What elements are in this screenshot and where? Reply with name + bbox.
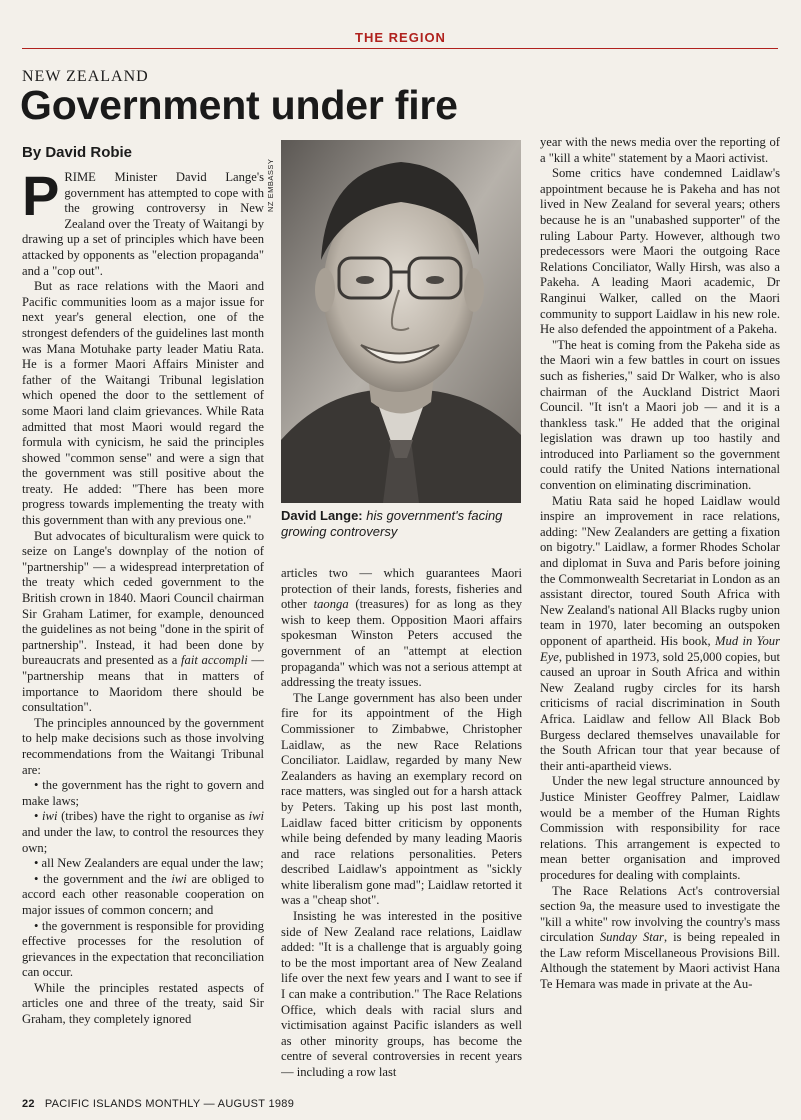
bullet-item: • all New Zealanders are equal under the law; [34, 856, 264, 871]
paragraph: year with the news media over the reporting of a "kill a white" statement by a Maori activist. [540, 135, 780, 165]
caption-name: David Lange: [281, 508, 363, 523]
byline: By David Robie [22, 144, 133, 161]
paragraph: The principles announced by the government to help make decisions such as those involving recommendations from the Waitangi Tribunal are: [22, 715, 264, 777]
section-label: THE REGION [355, 30, 446, 45]
drop-cap: P [22, 170, 60, 227]
paragraph: Some critics have condemned Laidlaw's appointment because he is Pakeha and has not lived in New Zealand for several years; others because he is an "unabashed supporter" of the ruling Labour Party. However, although two predecessors were Maori the outgoing Race Relations Conciliator, Wally Hirsh, was also a Pakeha. A leading Maori academic, Dr Ranginui Walker, called on the Maori community to support Laidlaw in his new role. He also defended the appointment of a Pakeha. [540, 166, 780, 337]
paragraph: The Race Relations Act's controversial section 9a, the measure used to investigate the "kill a white" row involving the country's mass circulation Sunday Star, is being repealed in the Law reform Miscellaneous Provisions Bill. Although the statement by Maori activist Hana Te Hemara was made in private at the Au- [540, 883, 780, 992]
paragraph: Matiu Rata said he hoped Laidlaw would inspire an improvement in race relations, adding: "New Zealanders are getting a fixation on bigotry." Laidlaw, a former Rhodes Scholar and diplomat in Suva and Paris before joining the Commonwealth Secretariat in London as an assistant director, toured South Africa with New Zealand's national All Blacks rugby union team in 1970, later becoming an outspoken opponent of apartheid. His book, Mud in Your Eye, published in 1973, sold 25,000 copies, but caused an uproar in South Africa and within New Zealand rugby circles for its harsh criticisms of racial discrimination in South Africa. Laidlaw and fellow All Black Bob Burgess declared themselves unavailable for the South African tour that year because of their anti-apartheid views. [540, 493, 780, 773]
portrait-photo [281, 140, 521, 503]
bullet-item: • the government has the right to govern and make laws; [22, 778, 264, 808]
article-column-2 [281, 566, 522, 1092]
article-column-3 [540, 135, 780, 1092]
paragraph: "The heat is coming from the Pakeha side as the Maori win a few battles in court on issues such as fisheries," said Dr Walker, who is also chairman of the Auckland District Maori Council. "It isn't a Maori job — and it is a thankless task." He added that the original legislation was drawn up too hastily and introduced into Parliament so the government could ratify the United Nations international convention on eliminating discrimination. [540, 337, 780, 493]
paragraph: Under the new legal structure announced by Justice Minister Geoffrey Palmer, Laidlaw would be a member of the Human Rights Commission with responsibility for race relations. This arrangement is expected to mean better organisation and improved procedures for dealing with complaints. [540, 774, 780, 882]
page-footer [22, 1098, 294, 1110]
photo-caption [281, 508, 523, 540]
paragraph: The Lange government has also been under fire for its appointment of the High Commissioner to Zimbabwe, Christopher Laidlaw, as the new Race Relations Conciliator. Laidlaw, regarded by many New Zealanders as having an exemplary record on race matters, was singled out for a harsh attack by Peters. Taking up his post last month, Laidlaw faced bitter criticism by opponents while being defended by many leading Maoris and race relations personalities. Peters described Laidlaw's appointment as "sickly white liberalism gone mad"; Laidlaw retorted it was a "cheap shot". [281, 690, 522, 908]
bullet-item: • iwi (tribes) have the right to organise as iwi and under the law, to control the resources they own; [22, 809, 264, 855]
lead-paragraph [22, 170, 264, 279]
lead-text: RIME Minister David Lange's government has attempted to cope with the growing controversy in New Zealand over the Treaty of Waitangi by drawing up a set of principles which have been attacked by opponents as "election propaganda" and a "cop out". [22, 170, 264, 278]
top-rule [22, 48, 778, 49]
bullet-item: • the government and the iwi are obliged to accord each other reasonable cooperation on major issues of common concern; and [22, 871, 264, 917]
paragraph: While the principles restated aspects of articles one and three of the treaty, said Sir Graham, they completely ignored [22, 980, 264, 1027]
photo-credit: NZ EMBASSY [266, 158, 275, 212]
article-column-1 [22, 170, 264, 1092]
page-number: 22 [22, 1098, 35, 1110]
bullet-item: • the government is responsible for providing effective processes for the resolution of grievances in the expectation that reconciliation can occur. [22, 918, 264, 980]
caption-text: his government's facing growing controversy [281, 508, 503, 539]
country-kicker: NEW ZEALAND [22, 68, 149, 85]
paragraph: Insisting he was interested in the positive side of New Zealand race relations, Laidlaw added: "It is a challenge that is arguably going to be the most important area of New Zealand life over the next few years and I want to see if I can make a contribution." The Race Relations Office, which deals with racial slurs and victimisation against Pacific islanders as well as other minority groups, has become the centre of several controversies in recent years — including a row last [281, 909, 522, 1079]
paragraph: articles two — which guarantees Maori protection of their lands, forests, fisheries and other taonga (treasures) for as long as they wish to keep them. Opposition Maori affairs spokesman Winston Peters accused the government of an "attempt at election propaganda" which was not a serious attempt at addressing the treaty issues. [281, 566, 522, 690]
paragraph: But advocates of biculturalism were quick to seize on Lange's downplay of the notion of "partnership" — a widespread interpretation of the treaty which ceded government to the British crown in 1840. Maori Council chairman Sir Graham Latimer, for example, denounced the guidelines as not being "done in the spirit of partnership". Instead, it had been done by bureaucrats and presented as a fait accompli — "partnership means that in matters of importance to Maoridom there should be consultation". [22, 528, 264, 715]
publication-line: PACIFIC ISLANDS MONTHLY — AUGUST 1989 [44, 1098, 295, 1110]
paragraph: But as race relations with the Maori and Pacific communities loom as a major issue for next year's general election, one of the strongest defenders of the guidelines last month was Mana Motuhake party leader Matiu Rata. He is a former Maori Affairs Minister and father of the Waitangi Tribunal legislation which opened the door to the settlement of some Maori land claim grievances. While Rata admitted that most Maori would regard the formula with cynicism, he said the principles showed "common sense" and were a sign that the government was still positive about the treaty. He added: "There has been more progress towards implementing the treaty with this government than with any previous one." [22, 279, 264, 528]
headline: Government under fire [20, 82, 458, 128]
